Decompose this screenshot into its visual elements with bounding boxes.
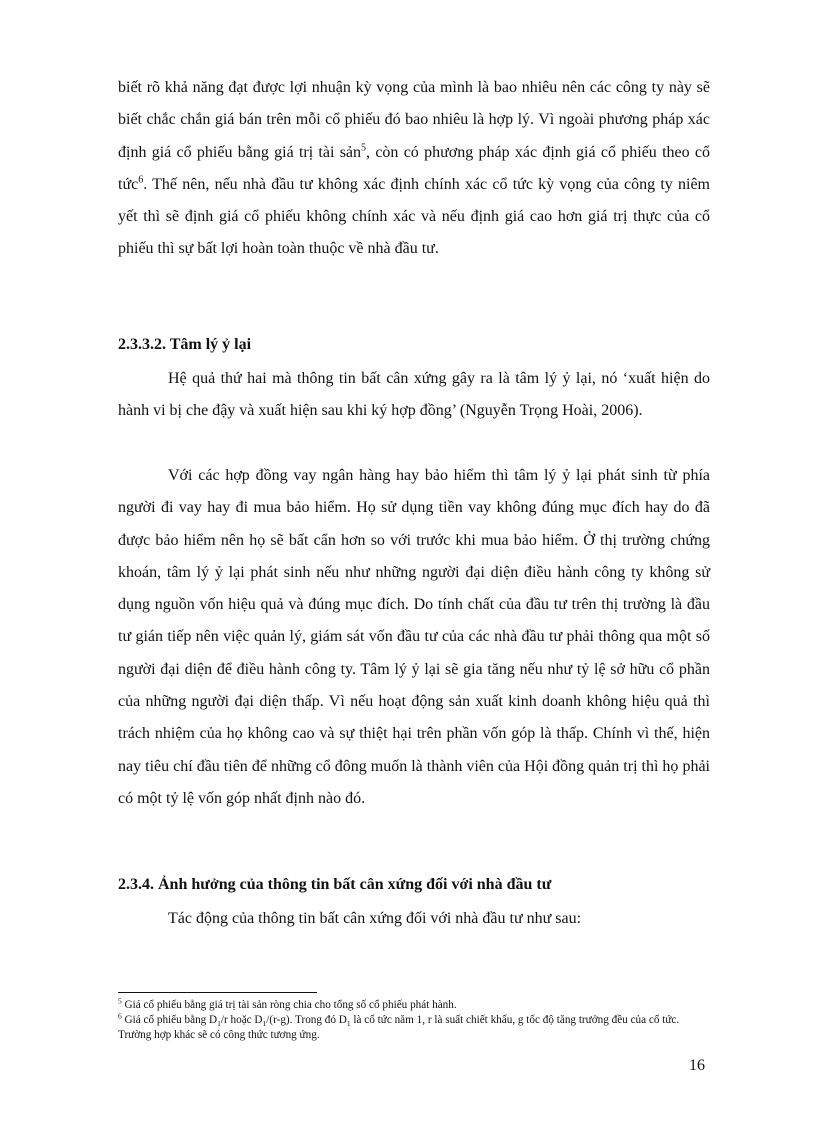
paragraph-text: . Thế nên, nếu nhà đầu tư không xác định chính xác cổ tức kỳ vọng của công ty niêm yết thì sẽ định giá cổ phiếu không chính xác và nếu định giá cao hơn giá trị thực của cổ phiếu thì sự bất lợi hoàn toàn thuộc về nhà đầu tư. xyxy=(118,175,710,258)
footnote-text: /r hoặc D xyxy=(220,1014,263,1026)
paragraph-moral-hazard-intro: Hệ quả thứ hai mà thông tin bất cân xứng gây ra là tâm lý ỷ lại, nó ‘xuất hiện do hành vi bị che đậy và xuất hiện sau khi ký hợp đồng’ (Nguyễn Trọng Hoài, 2006). xyxy=(118,370,710,420)
paragraph-text: , còn có phương pháp xác định giá cổ phiếu theo cổ tức xyxy=(118,143,711,193)
section-heading-impact: 2.3.4. Ảnh hưởng của thông tin bất cân xứng đối với nhà đầu tư xyxy=(118,876,552,893)
subscript: 1 xyxy=(217,1019,221,1029)
paragraph-valuation xyxy=(118,72,710,266)
footnote-number: 5 xyxy=(118,996,122,1006)
footnote-divider xyxy=(118,992,317,993)
footnote-ref-5[interactable]: 5 xyxy=(361,142,367,154)
footnote-5 xyxy=(118,998,710,1013)
paragraph-moral-hazard-detail: Với các hợp đồng vay ngân hàng hay bảo hiểm thì tâm lý ỷ lại phát sinh từ phía người đi vay hay đi mua bảo hiểm. Họ sử dụng tiền vay không đúng mục đích hay do đã được bảo hiểm nên họ sẽ bất cẩn hơn so với trước khi mua bảo hiểm. Ở thị trường chứng khoán, tâm lý ỷ lại phát sinh nếu như những người đại diện điều hành công ty không sử dụng nguồn vốn hiệu quả và đúng mục đích. Do tính chất của đầu tư trên thị trường là đầu tư gián tiếp nên việc quản lý, giám sát vốn đầu tư của các nhà đầu tư phải thông qua một số người đại diện để điều hành công ty. Tâm lý ỷ lại sẽ gia tăng nếu như tỷ lệ sở hữu cổ phần của những người đại diện thấp. Vì nếu hoạt động sản xuất kinh doanh không hiệu quả thì trách nhiệm của họ không cao và sự thiệt hại trên phần vốn góp là thấp. Chính vì thế, hiện nay tiêu chí đầu tiên để những cổ đông muốn là thành viên của Hội đồng quản trị thì họ phải có một tỷ lệ vốn góp nhất định nào đó. xyxy=(118,467,710,807)
footnote-6 xyxy=(118,1013,710,1042)
footnote-ref-6[interactable]: 6 xyxy=(138,174,144,186)
subscript: 1 xyxy=(346,1019,351,1029)
footnote-text: /(r-g). Trong đó D xyxy=(266,1014,347,1026)
footnote-text: Giá cổ phiếu bằng giá trị tài sản ròng chia cho tổng số cổ phiếu phát hành. xyxy=(121,999,457,1011)
footnote-number: 6 xyxy=(118,1011,122,1021)
subscript: 1 xyxy=(262,1019,267,1029)
section-heading-moral-hazard: 2.3.3.2. Tâm lý ỷ lại xyxy=(118,336,252,353)
page-number: 16 xyxy=(689,1057,705,1074)
paragraph-text: biết rõ khả năng đạt được lợi nhuận kỳ vọng của mình là bao nhiêu nên các công ty này sẽ biết chắc chắn giá bán trên mỗi cổ phiếu đó bao nhiêu là hợp lý. Vì ngoài phương pháp xác định giá cổ phiếu bằng giá trị tài sản xyxy=(118,79,710,161)
footnote-text: Giá cổ phiếu bằng D xyxy=(121,1014,218,1026)
footnote-text: là cổ tức năm 1, r là suất chiết khấu, g tốc độ tăng trưởng đều của cổ tức. Trường hợp khác sẽ có công thức tương ứng. xyxy=(118,1014,680,1041)
paragraph-impact-intro: Tác động của thông tin bất cân xứng đối với nhà đầu tư như sau: xyxy=(168,910,582,927)
